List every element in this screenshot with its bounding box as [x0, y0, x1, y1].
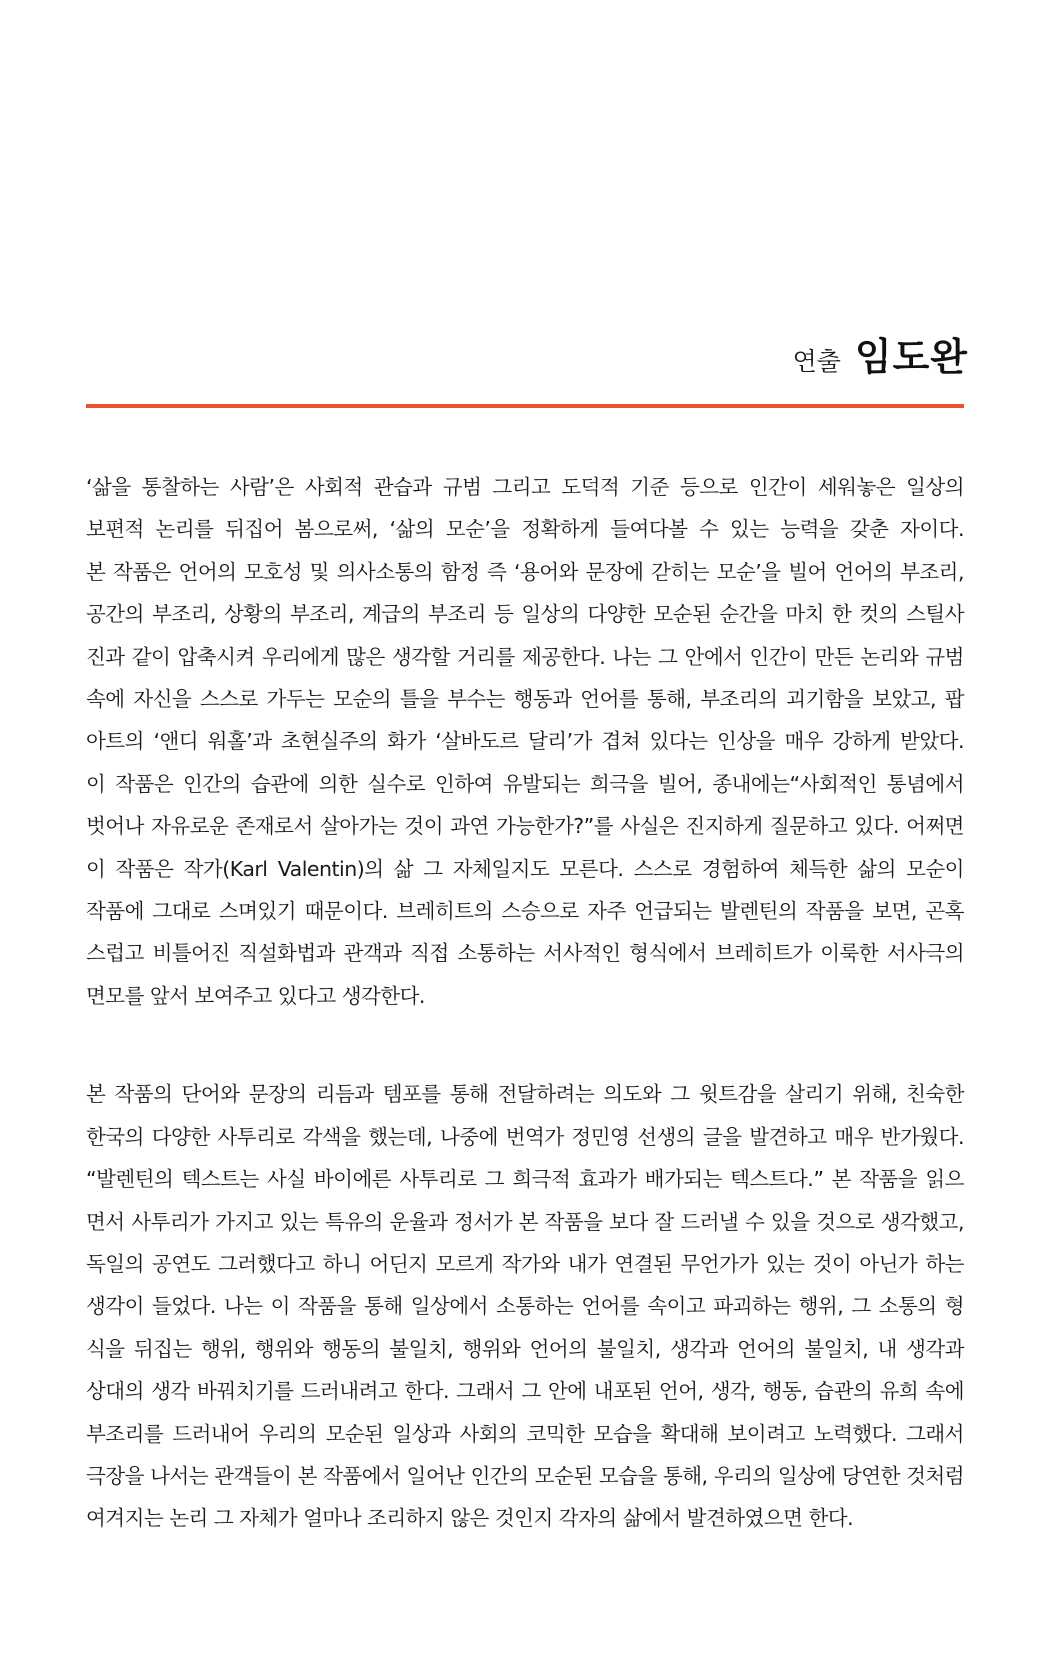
text-line: 속에 자신을 스스로 가두는 모순의 틀을 부수는 행동과 언어를 통해, 부조리의 괴기함을 보았고, 팝	[86, 687, 964, 712]
text-line: 이 작품은 인간의 습관에 의한 실수로 인하여 유발되는 희극을 빌어, 종내에는“사회적인 통념에서	[86, 771, 964, 796]
director-credit	[793, 326, 968, 381]
text-line: “발렌틴의 텍스트는 사실 바이에른 사투리로 그 희극적 효과가 배가되는 텍스트다.” 본 작품을 읽으	[86, 1167, 964, 1192]
paragraph-spacer	[86, 1017, 964, 1073]
director-name: 임도완	[854, 335, 968, 379]
essay-body	[86, 466, 964, 1540]
text-line: ‘삶을 통찰하는 사람’은 사회적 관습과 규범 그리고 도덕적 기준 등으로 인간이 세워놓은 일상의	[86, 475, 964, 499]
text-line: 스럽고 비틀어진 직설화법과 관객과 직접 소통하는 서사적인 형식에서 브레히트가 이룩한 서사극의	[86, 941, 964, 966]
text-line: 상대의 생각 바꿔치기를 드러내려고 한다. 그래서 그 안에 내포된 언어, 생각, 행동, 습관의 유희 속에	[86, 1379, 965, 1404]
text-line: 한국의 다양한 사투리로 각색을 했는데, 나중에 번역가 정민영 선생의 글을 발견하고 매우 반가웠다.	[86, 1124, 964, 1149]
text-line: 본 작품은 언어의 모호성 및 의사소통의 함정 즉 ‘용어와 문장에 갇히는 모순’을 빌어 언어의 부조리,	[86, 559, 964, 584]
text-line: 여겨지는 논리 그 자체가 얼마나 조리하지 않은 것인지 각자의 삶에서 발견하였으면 한다.	[86, 1506, 854, 1531]
text-line: 이 작품은 작가(Karl Valentin)의 삶 그 자체일지도 모른다. 스스로 경험하여 체득한 삶의 모순이	[86, 856, 964, 881]
text-line: 부조리를 드러내어 우리의 모순된 일상과 사회의 코믹한 모습을 확대해 보이려고 노력했다. 그래서	[86, 1421, 964, 1446]
text-line: 생각이 들었다. 나는 이 작품을 통해 일상에서 소통하는 언어를 속이고 파괴하는 행위, 그 소통의 형	[86, 1294, 964, 1319]
text-line: 진과 같이 압축시켜 우리에게 많은 생각할 거리를 제공한다. 나는 그 안에서 인간이 만든 논리와 규범	[86, 644, 964, 669]
text-line: 독일의 공연도 그러했다고 하니 어딘지 모르게 작가와 내가 연결된 무언가가 있는 것이 아닌가 하는	[86, 1251, 964, 1276]
text-line: 면모를 앞서 보여주고 있다고 생각한다.	[86, 983, 425, 1008]
text-line: 면서 사투리가 가지고 있는 특유의 운율과 정서가 본 작품을 보다 잘 드러낼 수 있을 것으로 생각했고,	[86, 1209, 964, 1234]
text-line: 공간의 부조리, 상황의 부조리, 계급의 부조리 등 일상의 다양한 모순된 순간을 마치 한 컷의 스틸사	[86, 602, 964, 627]
text-line: 아트의 ‘앤디 워홀’과 초현실주의 화가 ‘살바도르 달리’가 겹쳐 있다는 인상을 매우 강하게 받았다.	[86, 729, 964, 754]
paragraph-2	[86, 1073, 964, 1539]
text-line: 벗어나 자유로운 존재로서 살아가는 것이 과연 가능한가?”를 사실은 진지하게 질문하고 있다. 어쩌면	[86, 814, 964, 839]
text-line: 작품에 그대로 스며있기 때문이다. 브레히트의 스승으로 자주 언급되는 발렌틴의 작품을 보면, 곤혹	[86, 899, 964, 924]
text-line: 극장을 나서는 관객들이 본 작품에서 일어난 인간의 모순된 모습을 통해, 우리의 일상에 당연한 것처럼	[86, 1463, 964, 1488]
accent-divider	[86, 404, 964, 408]
text-line: 본 작품의 단어와 문장의 리듬과 템포를 통해 전달하려는 의도와 그 윗트감을 살리기 위해, 친숙한	[86, 1082, 964, 1107]
text-line: 식을 뒤집는 행위, 행위와 행동의 불일치, 행위와 언어의 불일치, 생각과 언어의 불일치, 내 생각과	[86, 1336, 964, 1361]
text-line: 보편적 논리를 뒤집어 봄으로써, ‘삶의 모순’을 정확하게 들여다볼 수 있는 능력을 갖춘 자이다.	[86, 517, 964, 542]
role-label: 연출	[792, 347, 841, 376]
paragraph-1	[86, 466, 964, 1017]
